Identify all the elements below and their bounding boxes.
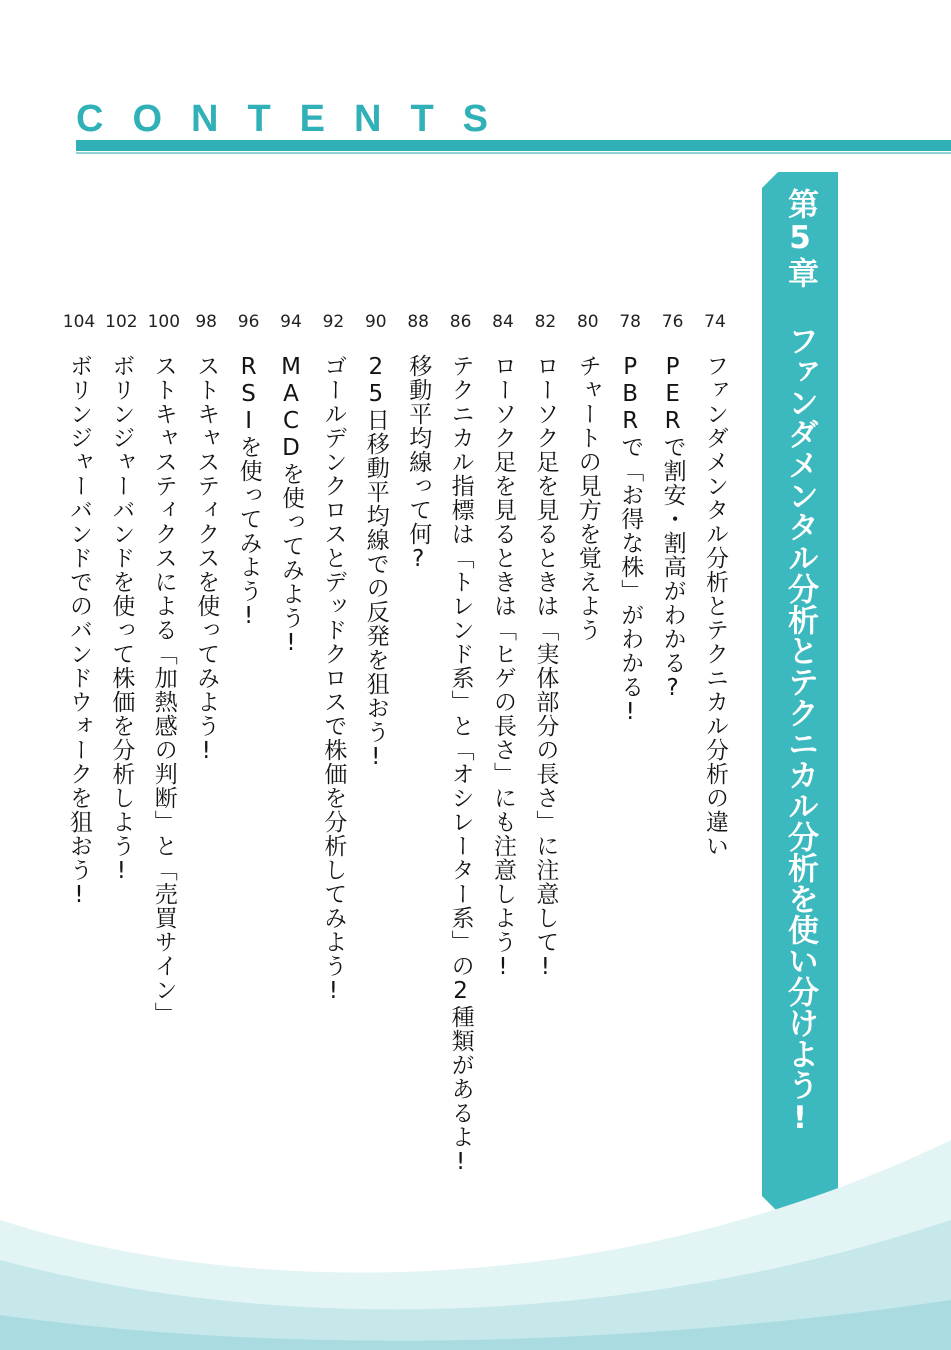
toc-page-number: 82 (534, 312, 557, 332)
toc-entry-title: MACDを使ってみよう! (278, 354, 304, 657)
toc-page-number: 88 (407, 312, 429, 332)
toc-page-number: 76 (661, 312, 684, 332)
toc-page-number: 94 (280, 312, 302, 332)
toc-entry-title: 25日移動平均線での反発を狙おう! (362, 354, 389, 771)
toc-entry-title: 移動平均線って何? (405, 354, 432, 573)
toc-entry-title: ローソク足を見るときは「実体部分の長さ」に注意して! (532, 354, 559, 981)
chapter-label: 第5章 (782, 188, 818, 289)
toc-entry-title: RSIを使ってみよう! (235, 354, 262, 630)
toc-entry-title: PBRで「お得な株」がわかる! (617, 354, 644, 726)
toc-entry-title: ストキャスティクスを使ってみよう! (193, 354, 220, 765)
toc-page-number: 78 (619, 312, 641, 332)
toc-entry-title: ゴールデンクロスとデッドクロスで株価を分析してみよう! (320, 354, 347, 1005)
page-title: CONTENTS (76, 98, 517, 140)
chapter-title: ファンダメンタル分析とテクニカル分析を使い分けよう! (782, 325, 818, 1136)
toc-entry-title: PERで割安・割高がわかる? (659, 354, 686, 702)
toc-entry-title: ボリンジャーバンドでのバンドウォークを狙おう! (66, 354, 92, 909)
toc-page-number: 90 (364, 312, 387, 332)
toc-page-number: 74 (704, 312, 726, 332)
toc-entry-title: チャートの見方を覚えよう (574, 354, 601, 642)
toc-page-number: 102 (105, 312, 138, 332)
toc-entry-title: テクニカル指標は「トレンド系」と「オシレーター系」の2種類があるよ! (447, 354, 474, 1176)
toc-entry-title: ローソク足を見るときは「ヒゲの長さ」にも注意しよう! (490, 354, 516, 981)
toc-entry-title: ボリンジャーバンドを使って株価を分析しよう! (108, 354, 135, 885)
toc-page-number: 96 (237, 312, 260, 332)
toc-page-number: 98 (195, 312, 217, 332)
toc-page-number: 100 (147, 312, 181, 332)
toc-page-number: 84 (492, 312, 514, 332)
toc-entry-title: ファンダメンタル分析とテクニカル分析の違い (702, 354, 728, 858)
toc-page-number: 86 (449, 312, 472, 332)
toc-page-number: 92 (322, 312, 345, 332)
toc-entry-title: ストキャスティクスによる「加熱感の判断」と「売買サイン」 (150, 354, 177, 1026)
toc-page-number: 104 (62, 312, 96, 332)
decorative-waves (0, 1100, 951, 1350)
toc-page-number: 80 (576, 312, 599, 332)
